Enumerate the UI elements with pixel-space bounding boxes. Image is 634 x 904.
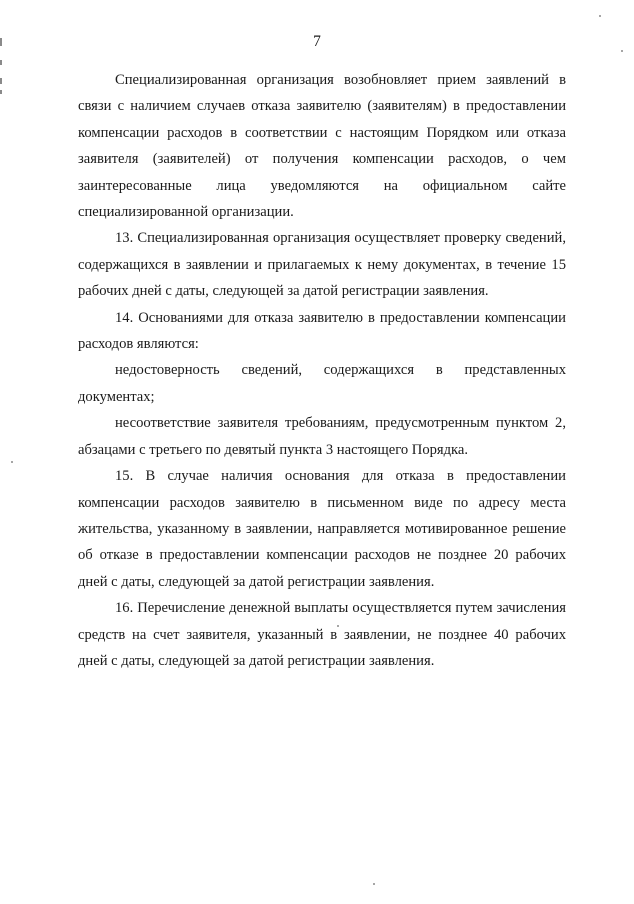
document-body [78, 67, 566, 674]
paragraph-refusal-ground-noncompliance: несоответствие заявителя требованиям, предусмотренным пунктом 2, абзацами с третьего по девятый пункта 3 настоящего Порядка. [78, 415, 566, 458]
paragraph-resume-acceptance: Специализированная организация возобновляет прием заявлений в связи с наличием случаев отказа заявителю (заявителям) в предоставлении компенсации расходов в соответствии с настоящим Порядком или отказа заявителя (заявителей) от получения компенсации расходов, о чем заинтересованные лица уведомляются на официальном сайте специализированной организации. [78, 72, 566, 221]
scan-artifact [0, 78, 2, 84]
paragraph-14-refusal-grounds: 14. Основаниями для отказа заявителю в предоставлении компенсации расходов являются: [78, 309, 566, 353]
scan-artifact [0, 90, 2, 94]
scan-artifact [621, 50, 623, 52]
scan-artifact [11, 461, 13, 463]
paragraph-15-refusal-notice: 15. В случае наличия основания для отказа в предоставлении компенсации расходов заявителю в письменном виде по адресу места жительства, указанному в заявлении, направляется мотивированное решение об отказе в предоставлении компенсации расходов не позднее 20 рабочих дней с даты, следующей за датой регистрации заявления. [78, 468, 566, 590]
paragraph-16-payment-transfer: 16. Перечисление денежной выплаты осуществляется путем зачисления средств на счет заявителя, указанный в заявлении, не позднее 40 рабочих дней с даты, следующей за датой регистрации заявления. [78, 600, 566, 669]
scan-artifact [0, 38, 2, 46]
scan-artifact [373, 883, 375, 885]
paragraph-13-verification: 13. Специализированная организация осуществляет проверку сведений, содержащихся в заявлении и прилагаемых к нему документах, в течение 15 рабочих дней с даты, следующей за датой регистрации заявления. [78, 230, 566, 300]
scan-artifact [599, 15, 601, 17]
page-number: 7 [313, 33, 321, 50]
scan-artifact [337, 625, 339, 627]
scan-artifact [0, 60, 2, 65]
paragraph-refusal-ground-unreliable-info: недостоверность сведений, содержащихся в представленных документах; [78, 362, 566, 405]
